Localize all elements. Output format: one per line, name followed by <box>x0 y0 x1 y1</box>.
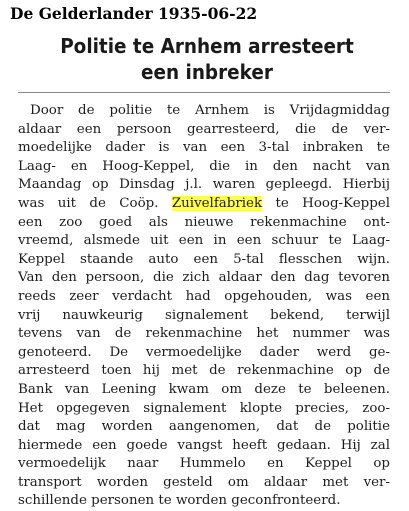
article-line-segment: was uit de Coöp. <box>18 195 159 211</box>
article-line: schillende personen te worden geconfronteerd. <box>18 493 341 509</box>
article-line: dat mag worden aangenomen, dat de politie <box>18 419 390 435</box>
article-line: arresteerd toen hij met de rekenmachine op de <box>18 363 390 379</box>
headline-line-1: Politie te Arnhem arresteert <box>60 34 354 58</box>
article-line: Van den persoon, die zich aldaar den dag tevoren <box>18 270 390 286</box>
highlighted-word: Zuivelfabriek <box>171 195 263 211</box>
article-line: moedelijke dader is van een 3-tal inbraken te <box>18 140 390 156</box>
article-body <box>18 102 390 511</box>
article-line: vreemd, alsmede uit een in een schuur te Laag- <box>18 233 390 249</box>
article-line: transport worden gesteld om aldaar met ver- <box>18 474 390 490</box>
article-line-highlighted <box>18 195 390 214</box>
headline-divider <box>18 92 390 93</box>
article-line: hiermede een goede vangst heeft gedaan. Hij zal <box>18 437 390 453</box>
article-line: aldaar een persoon gearresteerd, die de ver- <box>18 121 390 137</box>
article-line: Door de politie te Arnhem is Vrijdagmiddag <box>30 103 390 118</box>
article-line: tevens van de rekenmachine het nummer was <box>18 326 390 342</box>
article-line: Bank van Leening kwam om deze te beleenen. <box>18 381 390 397</box>
article-line: Het opgegeven signalement klopte precies, zoo- <box>18 400 390 416</box>
article-line: Laag- en Hoog-Keppel, die in den nacht van <box>18 158 390 174</box>
article-line: vrij nauwkeurig signalement bekend, terwijl <box>18 307 390 323</box>
article-line: vermoedelijk naar Hummelo en Keppel op <box>18 456 390 472</box>
article-line: Maandag op Dinsdag j.l. waren gepleegd. Hierbij <box>18 177 390 193</box>
article-line: reeds zeer verdacht had opgehouden, was een <box>18 288 390 304</box>
article-line: een zoo goed als nieuwe rekenmachine ont- <box>18 214 390 230</box>
article-line: Keppel staande auto een 5-tal flesschen wijn. <box>18 251 390 267</box>
source-line: De Gelderlander 1935-06-22 <box>10 4 258 23</box>
headline-line-2: een inbreker <box>141 60 273 84</box>
article-line-segment: te Hoog-Keppel <box>275 195 390 211</box>
article-line: genoteerd. De vermoedelijke dader werd ge- <box>18 344 390 360</box>
